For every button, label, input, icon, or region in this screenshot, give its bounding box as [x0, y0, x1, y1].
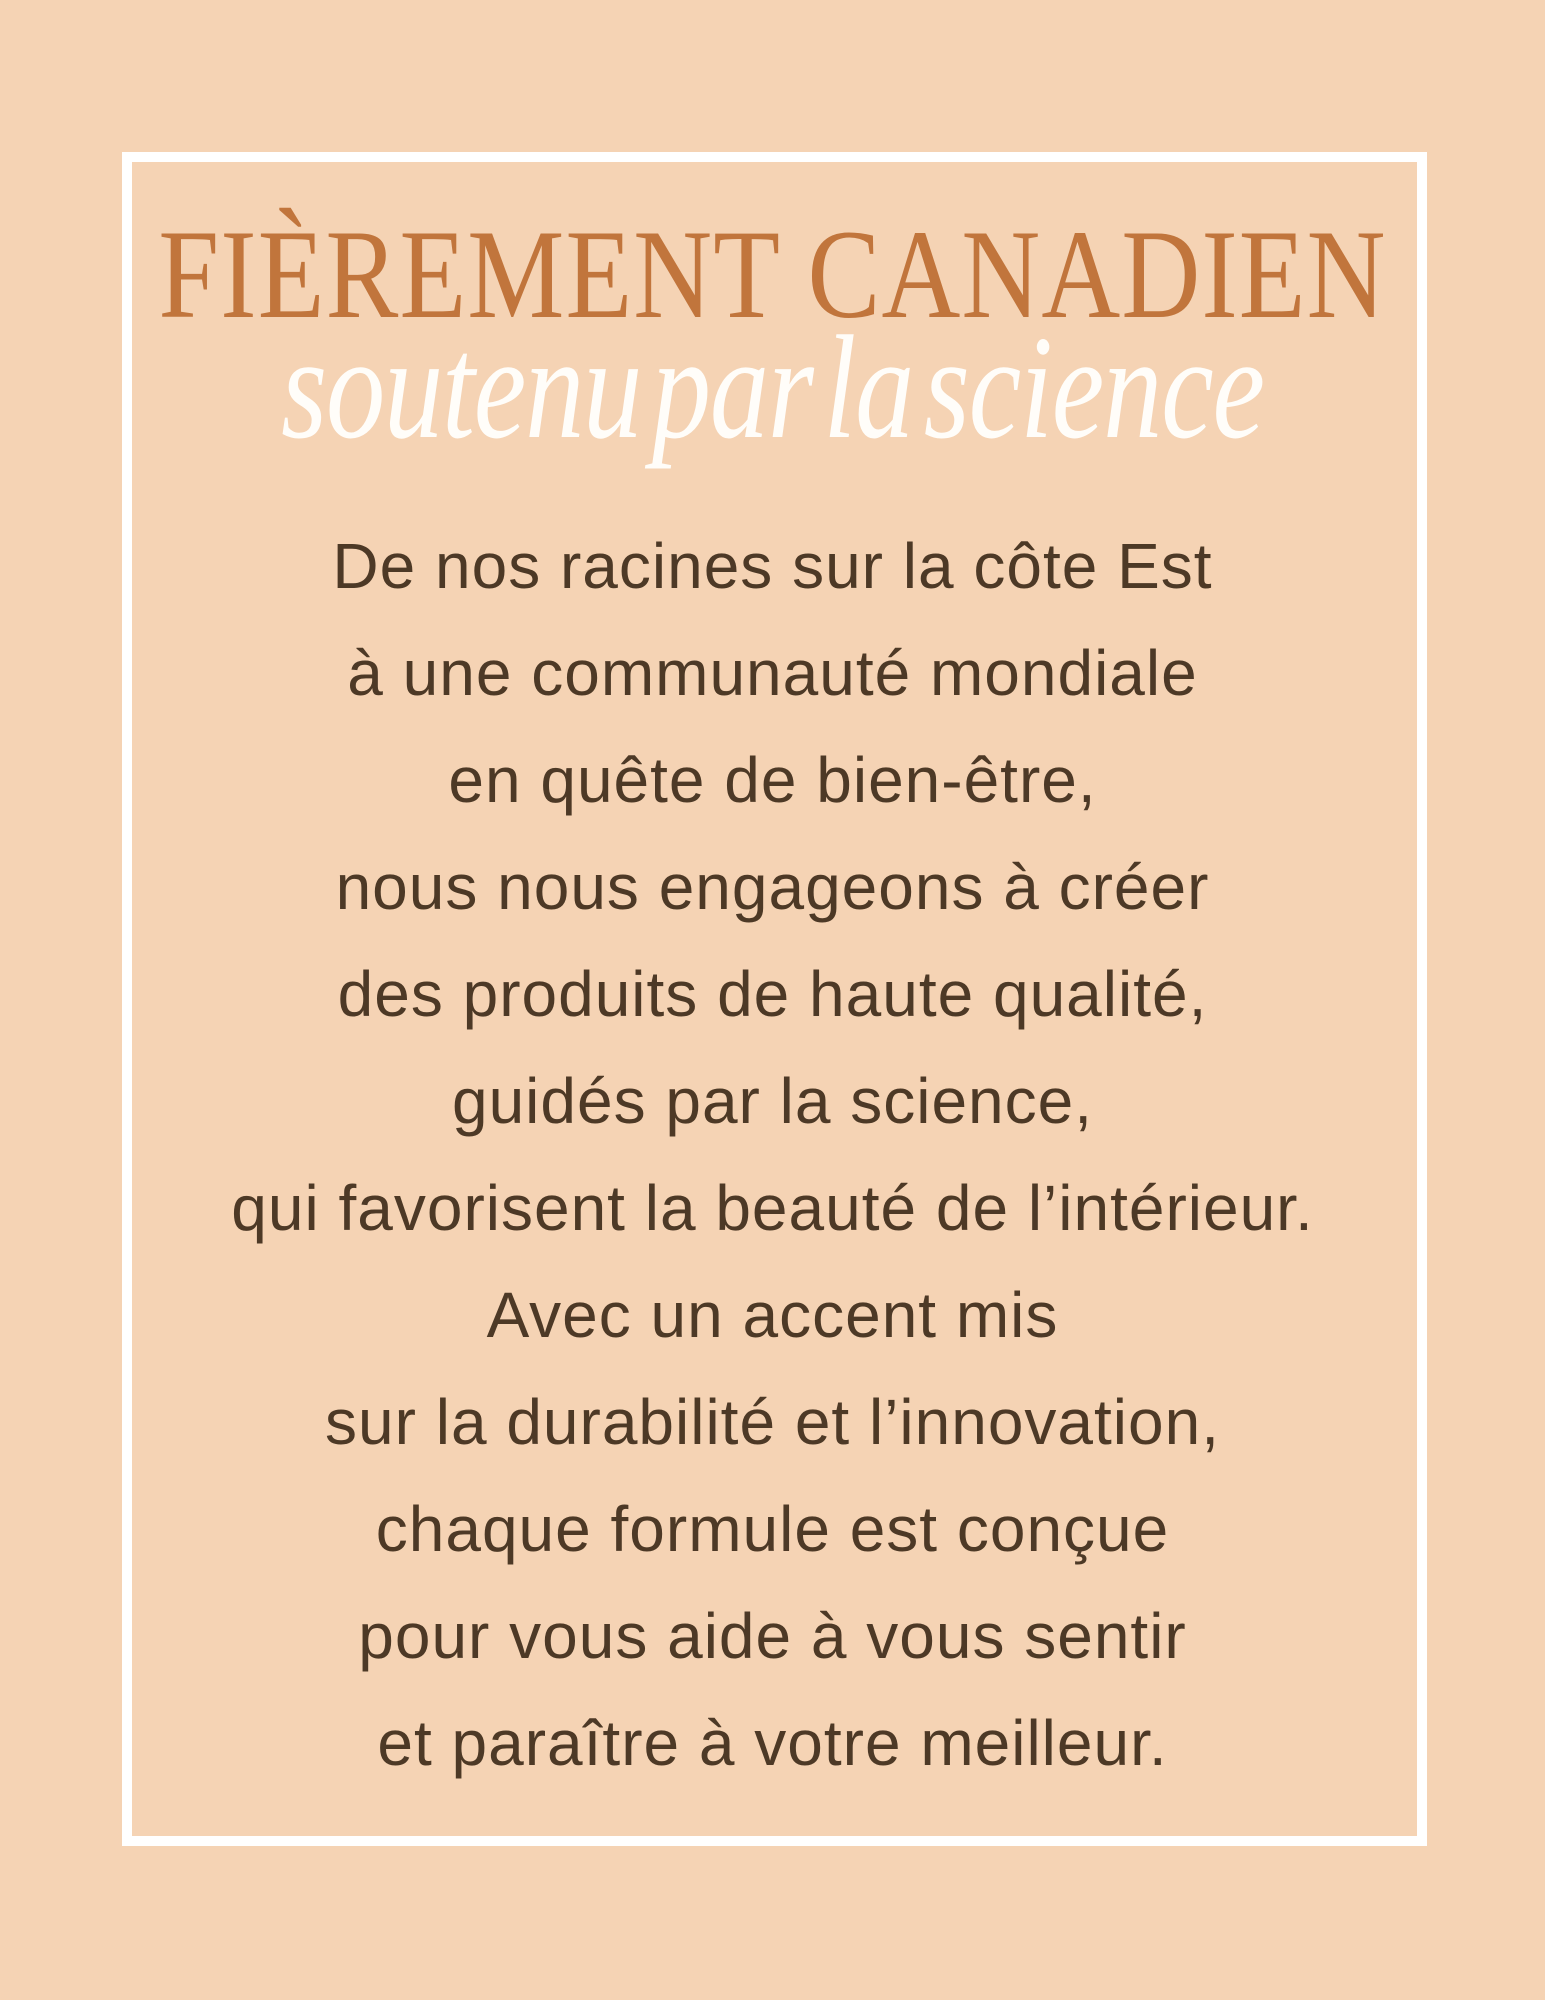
banner-body-paragraph	[0, 513, 1545, 1797]
banner-subtitle: soutenu par la science	[281, 306, 1264, 470]
body-line: sur la durabilité et l’innovation,	[325, 1386, 1220, 1458]
body-line: à une communauté mondiale	[347, 637, 1198, 709]
body-line: guidés par la science,	[451, 1065, 1094, 1137]
body-line: et paraître à votre meilleur.	[377, 1707, 1168, 1779]
body-line: De nos racines sur la côte Est	[332, 530, 1213, 602]
body-line: des produits de haute qualité,	[337, 958, 1208, 1030]
body-line: en quête de bien-être,	[448, 744, 1097, 816]
body-line: nous nous engageons à créer	[335, 851, 1210, 923]
banner-heading: FIÈREMENT CANADIEN	[158, 205, 1387, 345]
body-line: chaque formule est conçue	[375, 1493, 1170, 1565]
body-line: Avec un accent mis	[486, 1279, 1059, 1351]
body-line: pour vous aide à vous sentir	[358, 1600, 1187, 1672]
body-line: qui favorisent la beauté de l’intérieur.	[231, 1172, 1314, 1244]
